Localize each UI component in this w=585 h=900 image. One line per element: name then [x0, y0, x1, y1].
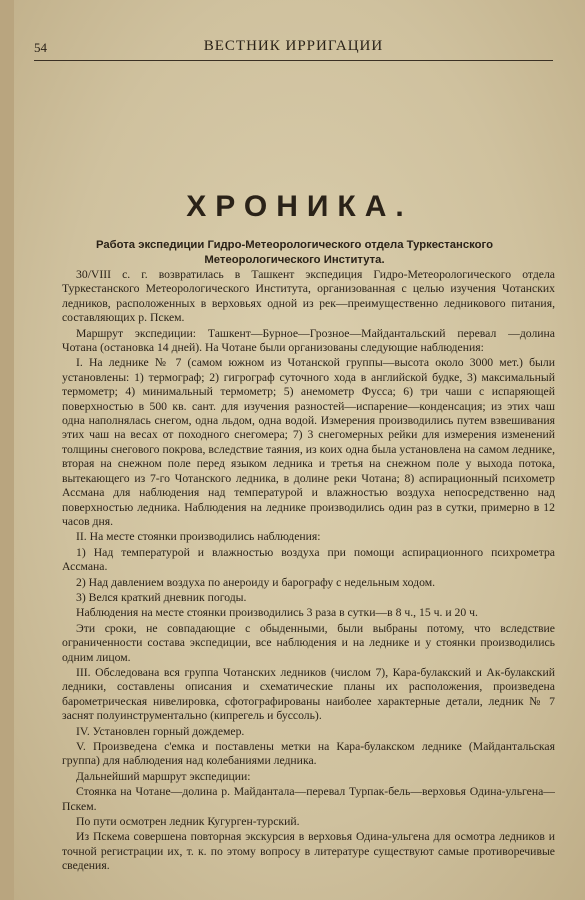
- page-header: [34, 38, 553, 61]
- paragraph: I. На леднике № 7 (самом южном из Чотанской группы—высота около 3000 мет.) были установлены: 1) термограф; 2) гигрограф суточного хода в английской будке, 3) максимальный термометр; 4) минимальный термометр; 5) анемометр Фусса; 6) три чаши с испаряющей поверхностью в 500 кв. сант. для изучения разностей—испарение—конденсация; из этих чаш одна наполнялась снегом, одна льдом, одна водой. Измерения производились путем взвешивания этих чаш на весах от походного снегомера; 7) 3 снегомерных рейки для измерения изменений толщины снегового покрова, вследствие таяния, из коих одна была установлена на самом леднике, вторая на снежном поле перед языком ледника и третья на снежном поле у выхода потока, вытекающего из 7-го Чотанского ледника, в долине реки Чотана; 8) аспирационный психометр Ассмана для наблюдения над температурой и влажностью воздуха непосредственно над поверхностью ледника. Наблюдения на леднике производились один раз в сутки, примерно в 12 часов дня.: [62, 356, 555, 528]
- article-title: Работа экспедиции Гидро-Метеорологического отдела Туркестанского Метеорологического Института.: [96, 239, 493, 266]
- paragraph: IV. Установлен горный дождемер.: [76, 724, 245, 738]
- paragraph: Наблюдения на месте стоянки производились 3 раза в сутки—в 8 ч., 15 ч. и 20 ч.: [76, 606, 478, 620]
- paragraph: 1) Над температурой и влажностью воздуха при помощи аспирационного психрометра Ассмана.: [62, 545, 555, 574]
- paragraph: II. На месте стоянки производились наблюдения:: [76, 530, 321, 544]
- running-title: ВЕСТНИК ИРРИГАЦИИ: [203, 38, 384, 54]
- paragraph: III. Обследована вся группа Чотанских ледников (числом 7), Кара-булакский и Ак-булакский ледники, составлены описания и схематические планы их расположения, произведена барометрическая нивелировка, сфотографированы наиболее характерные детали, ледник № 7 заснят полуинструментально (кипрегель и буссоль).: [62, 665, 555, 723]
- paragraph: Маршрут экспедиции: Ташкент—Бурное—Грозное—Майдантальский перевал —долина Чотана (остановка 14 дней). На Чотане были организованы следующие наблюдения:: [62, 326, 555, 355]
- paragraph: Дальнейший маршрут экспедиции:: [76, 769, 251, 783]
- section-title: ХРОНИКА.: [186, 190, 413, 223]
- article-body: [62, 268, 555, 874]
- paragraph: Из Пскема совершена повторная экскурсия в верховья Одина-ульгена для осмотра ледников и точной регистрации их, т. к. по этому вопросу в литературе существуют самые противоречивые сведения.: [62, 830, 555, 873]
- paragraph: 2) Над давлением воздуха по анероиду и барографу с недельным ходом.: [76, 575, 436, 589]
- paragraph: Стоянка на Чотане—долина р. Майдантала—перевал Турпак-бель—верховья Одина-ульгена—Пскем.: [62, 785, 555, 813]
- paragraph: 3) Велся краткий дневник погоды.: [76, 590, 247, 604]
- paragraph: Эти сроки, не совпадающие с обыденными, были выбраны потому, что вследствие ограниченности состава экспедиции, все наблюдения и на леднике и у стоянки производились одним лицом.: [62, 621, 555, 664]
- paragraph: 30/VIII с. г. возвратилась в Ташкент экспедиция Гидро-Метеорологического отдела Туркестанского Метеорологического Института, организованная с целью изучения Чотанских ледников, расположенных в верховьях одной из рек—преимущественно ледникового питания, составляющих р. Пскем.: [62, 268, 555, 325]
- paragraph: V. Произведена с'емка и поставлены метки на Кара-булакском леднике (Майдантальская группа) для наблюдения над колебаниями ледника.: [62, 740, 555, 768]
- paragraph: По пути осмотрен ледник Кугурген-турский.: [76, 815, 300, 829]
- page-number: 54: [34, 40, 47, 55]
